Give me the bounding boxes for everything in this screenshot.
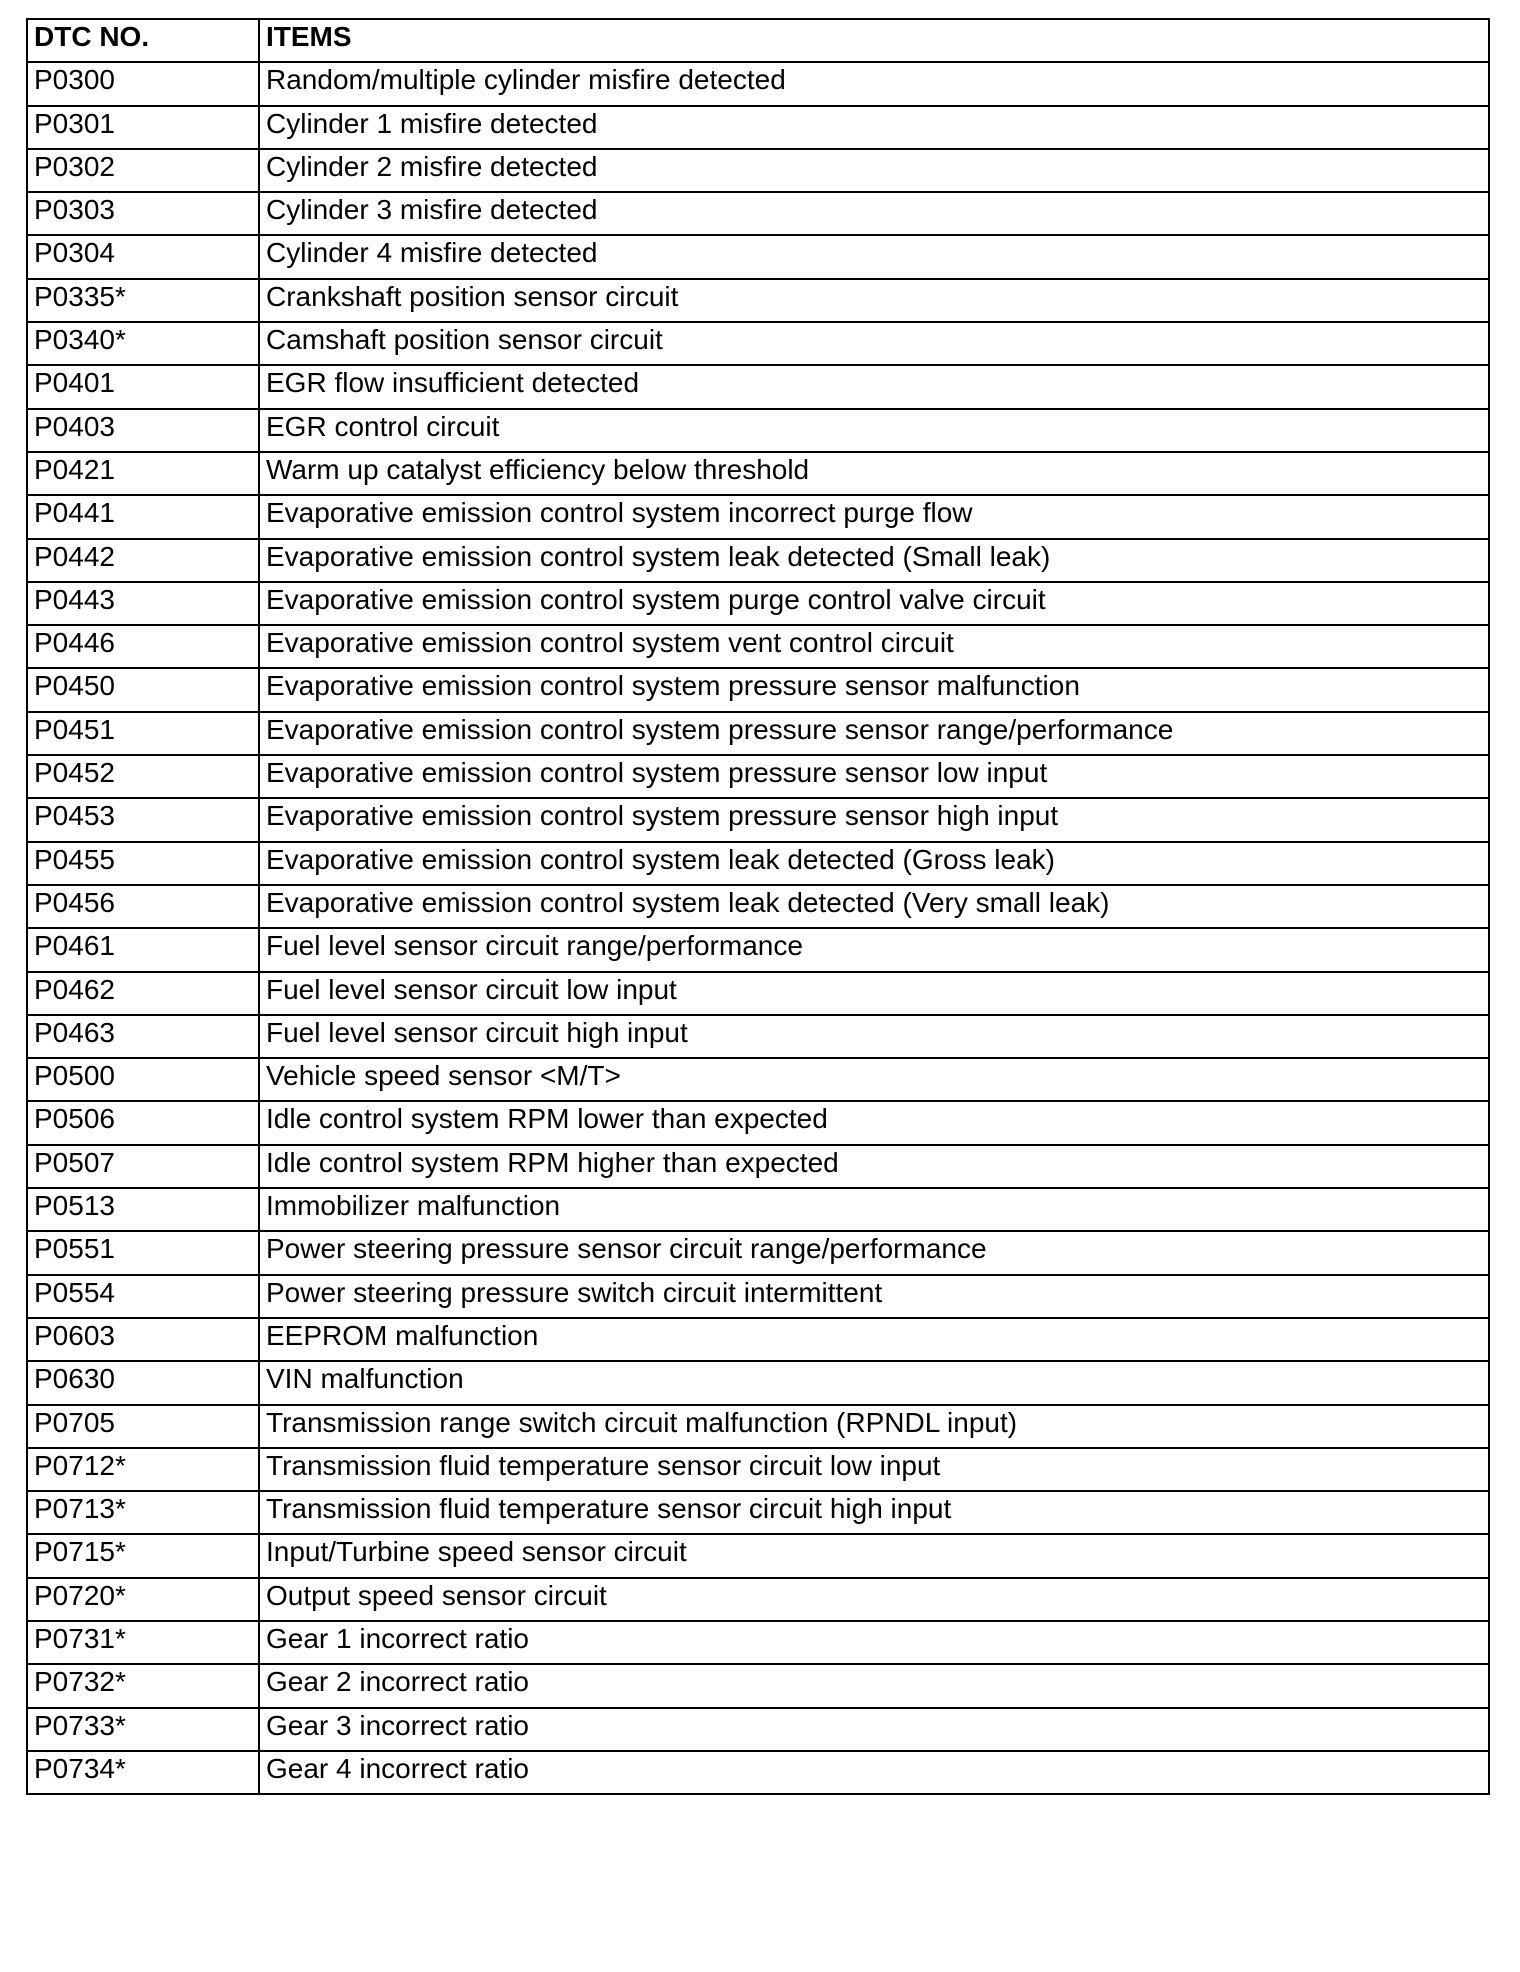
dtc-item-cell: Evaporative emission control system incorrect purge flow — [259, 495, 1489, 538]
table-row — [27, 712, 1489, 755]
dtc-item-cell: Evaporative emission control system pressure sensor malfunction — [259, 668, 1489, 711]
dtc-item-cell: Gear 2 incorrect ratio — [259, 1664, 1489, 1707]
table-row — [27, 1188, 1489, 1231]
dtc-code-cell: P0443 — [27, 582, 259, 625]
table-row — [27, 365, 1489, 408]
dtc-code-cell: P0507 — [27, 1145, 259, 1188]
table-row — [27, 452, 1489, 495]
dtc-code-cell: P0340* — [27, 322, 259, 365]
dtc-item-cell: Evaporative emission control system leak detected (Small leak) — [259, 539, 1489, 582]
dtc-code-cell: P0733* — [27, 1708, 259, 1751]
dtc-item-cell: EGR control circuit — [259, 409, 1489, 452]
table-row — [27, 755, 1489, 798]
table-row — [27, 972, 1489, 1015]
table-row — [27, 1058, 1489, 1101]
dtc-code-cell: P0720* — [27, 1578, 259, 1621]
dtc-item-cell: Cylinder 3 misfire detected — [259, 192, 1489, 235]
dtc-item-cell: Gear 4 incorrect ratio — [259, 1751, 1489, 1794]
dtc-item-cell: Transmission fluid temperature sensor circuit low input — [259, 1448, 1489, 1491]
table-row — [27, 1664, 1489, 1707]
dtc-item-cell: Evaporative emission control system pressure sensor range/performance — [259, 712, 1489, 755]
dtc-code-cell: P0603 — [27, 1318, 259, 1361]
dtc-item-cell: Power steering pressure sensor circuit range/performance — [259, 1231, 1489, 1274]
dtc-item-cell: Crankshaft position sensor circuit — [259, 279, 1489, 322]
column-header-dtc-no: DTC NO. — [27, 19, 259, 62]
dtc-code-cell: P0715* — [27, 1534, 259, 1577]
dtc-item-cell: Evaporative emission control system leak detected (Very small leak) — [259, 885, 1489, 928]
table-row — [27, 62, 1489, 105]
dtc-code-cell: P0734* — [27, 1751, 259, 1794]
dtc-item-cell: EGR flow insufficient detected — [259, 365, 1489, 408]
table-row — [27, 1231, 1489, 1274]
table-header — [27, 19, 1489, 62]
table-row — [27, 1448, 1489, 1491]
table-row — [27, 625, 1489, 668]
dtc-item-cell: Input/Turbine speed sensor circuit — [259, 1534, 1489, 1577]
dtc-code-cell: P0456 — [27, 885, 259, 928]
column-header-items: ITEMS — [259, 19, 1489, 62]
table-row — [27, 235, 1489, 278]
table-row — [27, 842, 1489, 885]
dtc-code-cell: P0554 — [27, 1275, 259, 1318]
dtc-item-cell: Evaporative emission control system vent control circuit — [259, 625, 1489, 668]
dtc-code-cell: P0731* — [27, 1621, 259, 1664]
dtc-code-cell: P0452 — [27, 755, 259, 798]
dtc-item-cell: EEPROM malfunction — [259, 1318, 1489, 1361]
dtc-code-cell: P0301 — [27, 106, 259, 149]
dtc-item-cell: Evaporative emission control system leak detected (Gross leak) — [259, 842, 1489, 885]
dtc-code-cell: P0302 — [27, 149, 259, 192]
dtc-item-cell: Random/multiple cylinder misfire detected — [259, 62, 1489, 105]
dtc-item-cell: Output speed sensor circuit — [259, 1578, 1489, 1621]
table-row — [27, 928, 1489, 971]
dtc-item-cell: Gear 1 incorrect ratio — [259, 1621, 1489, 1664]
dtc-item-cell: Immobilizer malfunction — [259, 1188, 1489, 1231]
dtc-code-cell: P0506 — [27, 1101, 259, 1144]
dtc-code-cell: P0462 — [27, 972, 259, 1015]
table-row — [27, 1621, 1489, 1664]
table-row — [27, 495, 1489, 538]
dtc-code-cell: P0732* — [27, 1664, 259, 1707]
dtc-item-cell: Fuel level sensor circuit high input — [259, 1015, 1489, 1058]
dtc-code-cell: P0300 — [27, 62, 259, 105]
dtc-code-cell: P0304 — [27, 235, 259, 278]
table-row — [27, 106, 1489, 149]
header-row — [27, 19, 1489, 62]
table-row — [27, 409, 1489, 452]
table-row — [27, 1751, 1489, 1794]
table-row — [27, 1101, 1489, 1144]
table-row — [27, 1405, 1489, 1448]
dtc-code-cell: P0463 — [27, 1015, 259, 1058]
dtc-table — [26, 18, 1490, 1795]
dtc-code-cell: P0451 — [27, 712, 259, 755]
dtc-code-cell: P0712* — [27, 1448, 259, 1491]
dtc-item-cell: Vehicle speed sensor <M/T> — [259, 1058, 1489, 1101]
table-row — [27, 1578, 1489, 1621]
table-row — [27, 1145, 1489, 1188]
table-row — [27, 149, 1489, 192]
dtc-item-cell: Evaporative emission control system purge control valve circuit — [259, 582, 1489, 625]
table-body — [27, 62, 1489, 1794]
dtc-item-cell: VIN malfunction — [259, 1361, 1489, 1404]
dtc-item-cell: Cylinder 4 misfire detected — [259, 235, 1489, 278]
dtc-code-cell: P0500 — [27, 1058, 259, 1101]
table-row — [27, 1491, 1489, 1534]
dtc-code-cell: P0453 — [27, 798, 259, 841]
table-row — [27, 279, 1489, 322]
table-row — [27, 798, 1489, 841]
dtc-code-cell: P0421 — [27, 452, 259, 495]
dtc-item-cell: Transmission range switch circuit malfunction (RPNDL input) — [259, 1405, 1489, 1448]
table-row — [27, 582, 1489, 625]
dtc-item-cell: Fuel level sensor circuit range/performance — [259, 928, 1489, 971]
dtc-item-cell: Cylinder 2 misfire detected — [259, 149, 1489, 192]
table-row — [27, 322, 1489, 365]
dtc-code-cell: P0705 — [27, 1405, 259, 1448]
dtc-code-cell: P0303 — [27, 192, 259, 235]
dtc-item-cell: Evaporative emission control system pressure sensor high input — [259, 798, 1489, 841]
dtc-item-cell: Fuel level sensor circuit low input — [259, 972, 1489, 1015]
dtc-code-cell: P0335* — [27, 279, 259, 322]
dtc-code-cell: P0403 — [27, 409, 259, 452]
dtc-code-cell: P0551 — [27, 1231, 259, 1274]
dtc-code-cell: P0442 — [27, 539, 259, 582]
table-row — [27, 1318, 1489, 1361]
dtc-code-cell: P0455 — [27, 842, 259, 885]
dtc-code-cell: P0630 — [27, 1361, 259, 1404]
dtc-code-cell: P0446 — [27, 625, 259, 668]
dtc-item-cell: Transmission fluid temperature sensor circuit high input — [259, 1491, 1489, 1534]
dtc-item-cell: Warm up catalyst efficiency below threshold — [259, 452, 1489, 495]
table-row — [27, 1275, 1489, 1318]
table-row — [27, 885, 1489, 928]
dtc-item-cell: Cylinder 1 misfire detected — [259, 106, 1489, 149]
dtc-code-cell: P0441 — [27, 495, 259, 538]
dtc-code-cell: P0450 — [27, 668, 259, 711]
dtc-item-cell: Evaporative emission control system pressure sensor low input — [259, 755, 1489, 798]
dtc-item-cell: Gear 3 incorrect ratio — [259, 1708, 1489, 1751]
dtc-code-cell: P0713* — [27, 1491, 259, 1534]
dtc-item-cell: Idle control system RPM higher than expected — [259, 1145, 1489, 1188]
dtc-item-cell: Power steering pressure switch circuit intermittent — [259, 1275, 1489, 1318]
table-row — [27, 192, 1489, 235]
table-row — [27, 1015, 1489, 1058]
dtc-code-cell: P0461 — [27, 928, 259, 971]
dtc-item-cell: Idle control system RPM lower than expected — [259, 1101, 1489, 1144]
dtc-code-cell: P0513 — [27, 1188, 259, 1231]
dtc-item-cell: Camshaft position sensor circuit — [259, 322, 1489, 365]
table-row — [27, 1534, 1489, 1577]
table-row — [27, 539, 1489, 582]
table-row — [27, 668, 1489, 711]
dtc-code-cell: P0401 — [27, 365, 259, 408]
table-row — [27, 1361, 1489, 1404]
table-row — [27, 1708, 1489, 1751]
